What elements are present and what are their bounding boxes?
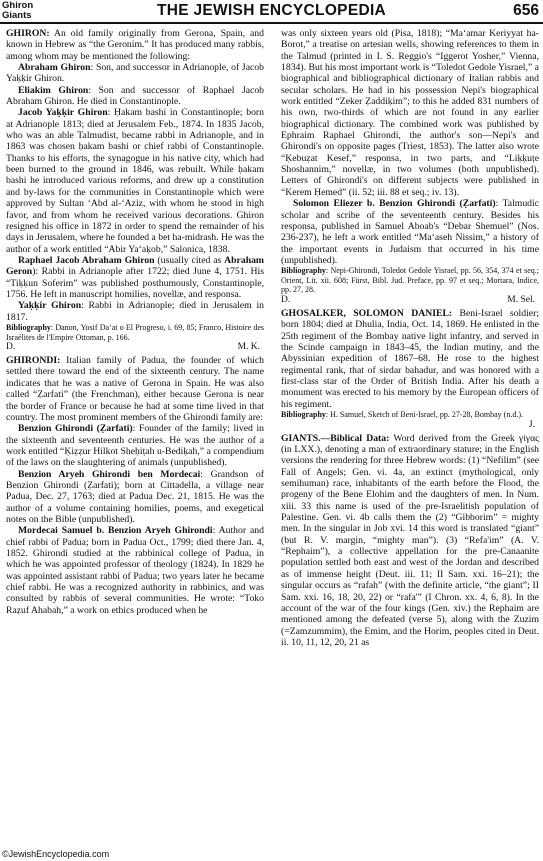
entry-benzion-aryeh-ghirondi — [6, 469, 264, 526]
right-column — [281, 28, 539, 648]
signature-initial-right: M. K. — [237, 342, 260, 353]
subhead-raphael-ghiron: Raphael Jacob Abraham Ghiron — [18, 254, 155, 266]
subhead-benzion-aryeh-ghirondi: Benzion Aryeh Ghirondi ben Mordecai — [18, 468, 201, 480]
entry-ghirondi — [6, 355, 264, 423]
entry-ghirondi-text: Italian family of Padua, the founder of which settled there toward the end of the sixteenth century. The name indicates that he was a native of Gerona in Spain. He was also called “Ẓarfati” (the Frenchman), either because Gerona is near the border of France or because he had at some time lived in that country. The most prominent members of the Ghirondi family are: — [6, 355, 264, 423]
entry-raphael-ghiron — [6, 255, 264, 300]
alias-abraham-geron: Abraham Geron — [6, 254, 265, 278]
header-rule — [0, 22, 543, 24]
entry-mordecai-samuel-ghirondi — [6, 525, 264, 616]
entry-aryeh-text: : Grandson of Benzion Ghirondi (Ẓarfati); born at Cittadella, a village near Padua, Dec. 27, 1763; died at Padua Dec. 21, 1815. He was the author of a volume containing homilies, poems, and exegetical notes on the Bible (unpublished). — [6, 468, 264, 525]
entry-ghiron-text: An old family originally from Gerona, Spain, and known in Hebrew as “the Geronim.” It has produced many rabbis, among whom may be mentioned the following: — [6, 28, 264, 62]
running-head-last: Giants — [2, 10, 32, 21]
headword-ghirondi: GHIRONDI: — [6, 355, 61, 367]
bibliography-ghosalker — [281, 410, 539, 420]
subhead-mordecai-samuel-ghirondi: Mordecai Samuel b. Benzion Aryeh Ghirondi — [18, 525, 213, 537]
entry-abraham-ghiron — [6, 62, 264, 85]
signature-initial-right: M. Sel. — [507, 295, 535, 305]
entry-giants — [281, 433, 539, 649]
entry-mordecai-text: : Author and chief rabbi of Padua; born in Padua Oct., 1799; died there Jan. 4, 1852. Ghirondi studied at the rabbinical college of Padua, in which he was appointed professor of theology (1824). In 1829 he was appointed assistant rabbi of Padua; two years later he became chief rabbi. He was a recognized authority in rabbinics, and was consulted by rabbis of several communities. He wrote: “Toko Raẓuf Ahabah,” a work on ethics produced when he — [6, 525, 264, 616]
bibliography-ghirondi-text: : Nepi-Ghirondi, Toledot Gedole Yisrael, pp. 56, 354, 374 et seq.; Orient, Lit. xii. 608; Fürst, Bibl. Jud. Preface, pp. 97 et seq.; Mortara, Indice, pp. 27, 28. — [281, 266, 539, 295]
signature-ghirondi — [281, 295, 535, 306]
running-head-first: Ghiron — [2, 0, 34, 11]
entry-benzion-text: : Founder of the family; lived in the sixteenth and seventeenth centuries. He was the author of a work entitled “Ḳiẓẓur Hilkot Sheḥiṭah u-Bediḳah,” a compendium of the laws on the slaughtering of animals (unpublished). — [6, 423, 264, 469]
signature-initial-right: J. — [528, 419, 535, 430]
subhead-solomon-eliezer-ghirondi: Solomon Eliezer b. Benzion Ghirondi (Ẓarfati) — [293, 198, 496, 210]
entry-eliakim-text: : Son and successor of Raphael Jacob Abraham Ghiron. He died in Constantinople. — [6, 84, 265, 108]
entry-solomon-text: : Talmudic scholar and scribe of the seventeenth century. Besides his responsa, published in Samuel Aboab's “Debar Shemuel” (Nos. 236-237), he left a work entitled “Ma‘aseh Nissim,” a history of the important events in Judaism that occurred in his time (unpublished). — [281, 198, 539, 266]
entry-raphael-text-1: (usually cited as — [154, 254, 225, 266]
entry-mordecai-continued: was only sixteen years old (Pisa, 1818); “Ma‘amar Keriyyat ha-Borot,” a treatise on artesian wells, showing references to them in the Talmud (printed in I. S. Reggio's “Iggerot Yosher,” Vienna, 1834). But his most important work is “Toledot Gedole Yisrael,” a biographical and bibliographical dictionary of Italian rabbis and secular scholars. He had in his possession Nepi's biographical work entitled “Zeker Ẓaddiḳim”; to this he added 831 numbers of his own, two-thirds of which are not found in any earlier biographical dictionary. The combined work was published by Ephraim Raphael Ghirondi, the author's son—Nepi's and Ghirondi's on opposite pages (Triest, 1853). The latter also wrote “Ḳebuẓat Kesef,” responsa, in two parts, and “Liḳḳuṭe Shoshannim,” novellæ, in two volumes (both unpublished). Letters of Ghirondi's on different subjects were published in “Kerem Ḥemed” (ii. 52; iii. 88 et seq.; iv. 13). — [281, 28, 539, 198]
left-column — [6, 28, 264, 616]
bibliography-ghiron-text: : Danon, Yosif Da‘at o El Progreso, i. 69, 85; Franco, Histoire des Israélites de l'Empire Ottoman, p. 166. — [6, 322, 264, 342]
entry-ghosalker-text: Beni-Israel soldier; born 1804; died at Dhulia, India, Oct. 14, 1869. He enlisted in the 25th regiment of the Bombay native light infantry, and served in the Scinde campaign in 1843–45, the Indian mutiny, and the Abyssinian expedition of 1867–68. He rose to the highest regimental rank, that of sirdar bahadur, and was honored with a first-class star of the Order of British India. After his death a monument was erected to his memory by the European officers of his regiment. — [281, 308, 539, 410]
entry-jacob-text: : Ḥakam bashi in Constantinople; born at Adrianople 1813; died at Jerusalem Feb., 1874. In 1835 Jacob, who was an able Talmudist, became rabbi in Adrianople, and in 1863 was chosen ḥakam bashi or chief rabbi of Constantinople. Thanks to his efforts, the synagogue in his native city, which had been burned to the ground in 1846, was rebuilt. While ḥakam bashi he introduced various reforms, and drew up a constitution and by-laws for the communities in Constantinople which were approved by Sultan ‘Abd al-‘Aziz, with whom he stood in high favor, and from whom he received various decorations. Ghiron resigned his office in 1872 in order to spend the remainder of his days in Jerusalem, where he founded a bet ha-midrash. He was the author of a work entitled “Abir Ya‘aḳob,” Salonica, 1838. — [6, 107, 265, 255]
encyclopedia-title: THE JEWISH ENCYCLOPEDIA — [156, 2, 387, 19]
entry-yakkir-ghiron — [6, 300, 264, 323]
signature-initial-left: D. — [281, 295, 291, 305]
subhead-eliakim-ghiron: Eliakim Ghiron — [18, 84, 89, 96]
subhead-abraham-ghiron: Abraham Ghiron — [18, 62, 91, 74]
entry-raphael-text-2: ): Rabbi in Adrianople after 1722; died June 4, 1751. His “Tiḳḳun Soferim” was published posthumously, Constantinople, 1756. He left in manuscript homilies, novellæ, and responsa. — [6, 266, 264, 300]
bibliography-label: Bibliography — [6, 322, 51, 332]
bibliography-ghiron — [6, 323, 264, 342]
subhead-yakkir-ghiron: Yaḳḳir Ghiron — [18, 300, 82, 312]
entry-jacob-yakkir-ghiron — [6, 107, 264, 254]
signature-ghosalker — [281, 420, 535, 431]
entry-ghosalker — [281, 308, 539, 410]
entry-solomon-eliezer-ghirondi — [281, 198, 539, 266]
signature-initial-left: D. — [6, 342, 16, 353]
page-header — [0, 0, 543, 22]
entry-yakkir-text: : Rabbi in Adrianople; died in Jerusalem in 1817. — [6, 300, 265, 323]
page-number: 656 — [513, 2, 539, 19]
bibliography-label: Bibliography — [281, 266, 326, 276]
subhead-jacob-yakkir-ghiron: Jacob Yaḳḳir Ghiron — [18, 107, 108, 119]
entry-giants-text: Word derived from the Greek γίγας (in LXX.), denoting a man of extraordinary stature; in the English versions the rendering for three Hebrew words: (1) “Nefilim” (see Fall of Angels; Gen. vi. 4a, an extinct (mythological, only semihuman) race, inhabitants of the earth before the Flood, the progeny of the Bene Elohim and the daughters of men. In Num. xiii. 33 this name is used of the pre-Israelitish population of Palestine. Gen. vi. 4b calls them the (2) “Gibborim” = mighty men. In the singular in Job xvi. 14 this word is translated “giant” (but R. V. margin, “mighty man”). (3) “Refa'im” (A. V. “Rephaim”), a collective appellation for the pre-Canaanite population settled both east and west of the Jordan and described as of immense height (Deut. iii. 11; II Sam. xxi. 16–21); the singular occurs as “rafah” (with the definite article, “the giant”; II Sam. xxi. 16, 18, 20, 22) or “rafa'” (I Chron. xx. 4, 6, 8). In the account of the war of the four kings (Gen. xiv.) the Rephaim are mentioned among the defeated (verse 5), along with the Zuzim (=Zamzummim), the Emim, and the Horim, peoples cited in Deut. ii. 10, 11, 12, 20, 21 as — [281, 432, 539, 648]
bibliography-ghosalker-text: : H. Samuel, Sketch of Beni-Israel, pp. 27-28, Bombay (n.d.). — [325, 410, 523, 420]
headword-giants: GIANTS.—Biblical Data: — [281, 432, 390, 444]
entry-benzion-ghirondi — [6, 423, 264, 468]
headword-ghiron: GHIRON: — [6, 28, 50, 39]
bibliography-ghirondi — [281, 266, 539, 295]
copyright-credit: ©JewishEncyclopedia.com — [2, 849, 110, 859]
headword-ghosalker: GHOSALKER, SOLOMON DANIEL: — [281, 308, 453, 319]
entry-ghiron — [6, 28, 264, 62]
bibliography-label: Bibliography — [281, 410, 326, 420]
subhead-benzion-ghirondi: Benzion Ghirondi (Ẓarfati) — [18, 423, 133, 435]
entry-eliakim-ghiron — [6, 85, 264, 108]
entry-abraham-text: : Son, and successor in Adrianople, of Jacob Yaḳḳir Ghiron. — [6, 62, 264, 85]
signature-ghiron — [6, 342, 260, 353]
